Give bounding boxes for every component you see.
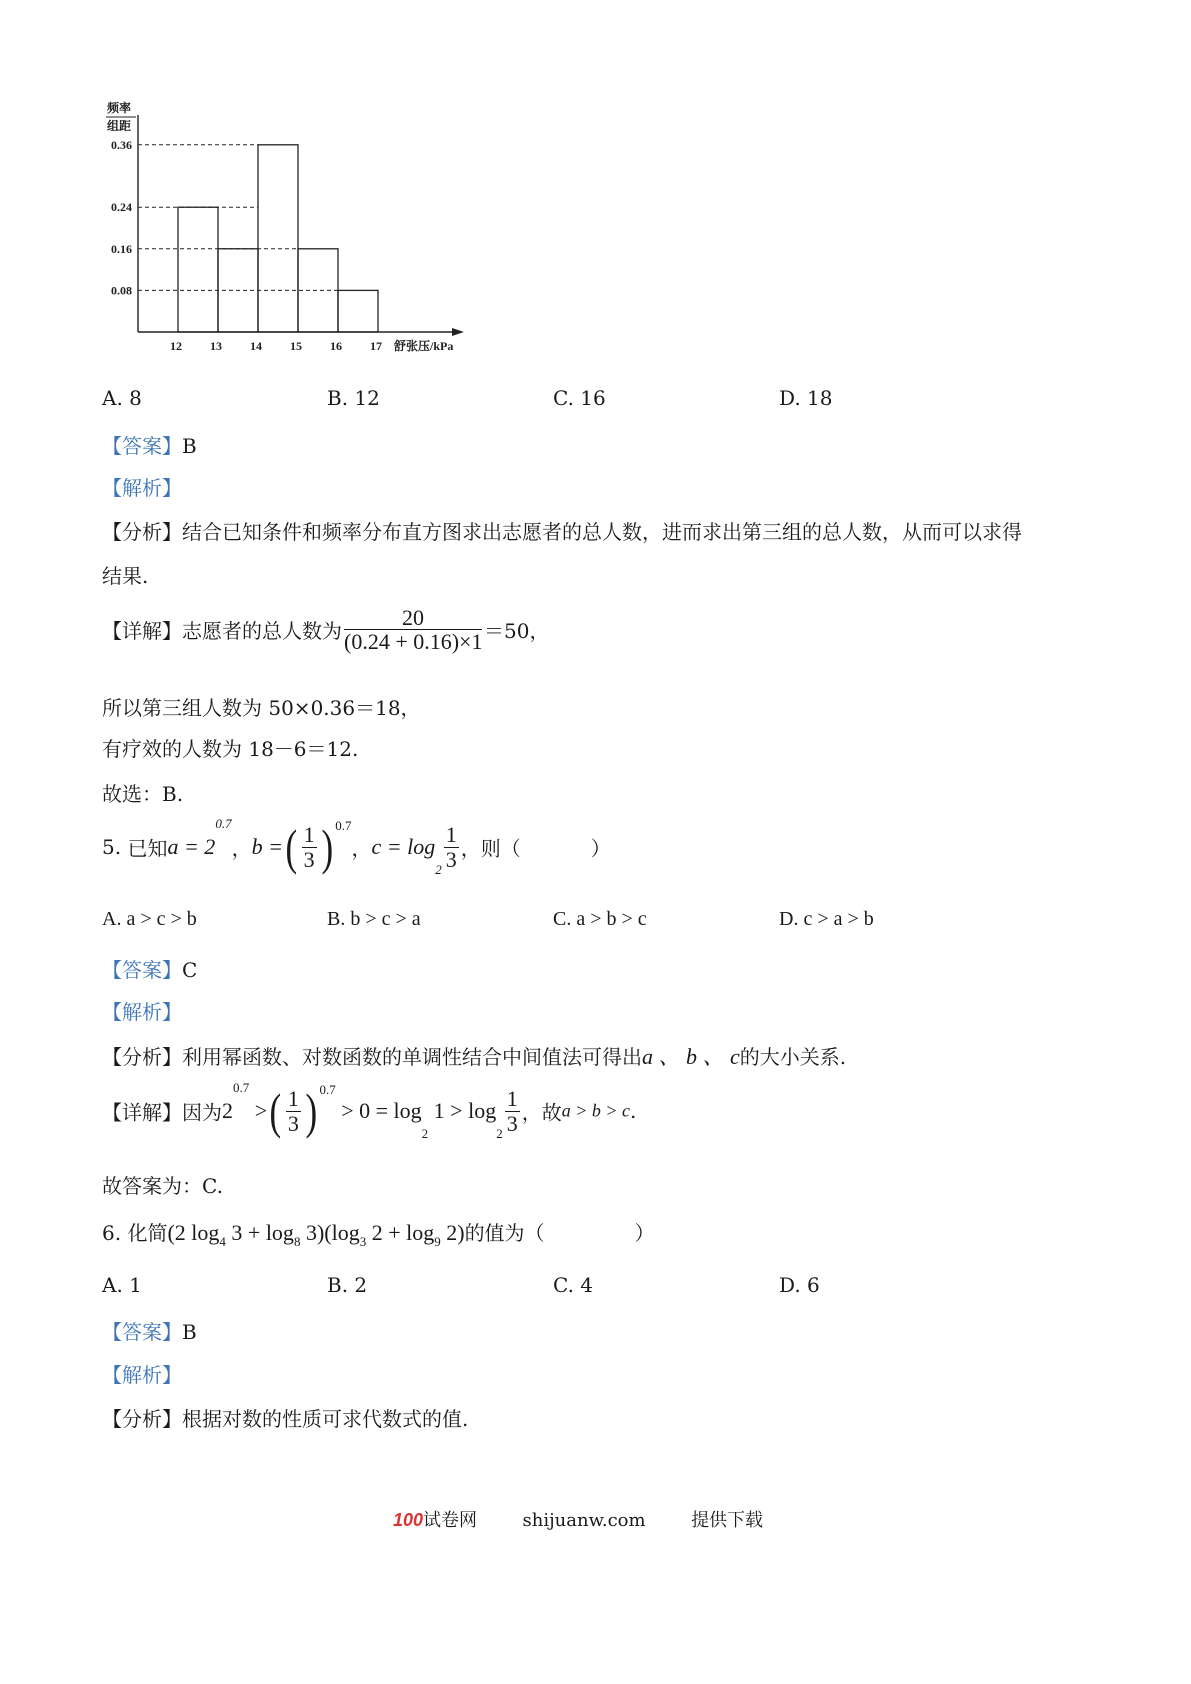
q5-detail: 【详解】因为$2^{0.7}$ >( $\frac{1}{3}$ ) $^{0.7}$ > 0 = log2 1 > log2 $\frac{1}{3}$ ，故a > b > c. (102, 1079, 637, 1141)
x-axis-label: 舒张压/kPa (394, 339, 454, 353)
q4-line4: 故选：B. (102, 782, 184, 806)
answer-label: 【答案】 (102, 434, 182, 458)
histogram-bar (258, 145, 298, 332)
q5-option-b: B. b > c > a (327, 908, 421, 930)
y-tick-label: 0.36 (111, 137, 132, 152)
x-tick-label: 17 (370, 339, 382, 353)
q6-expression: (2 log4 3 + log8 3)(log3 2 + log9 2) (167, 1220, 465, 1249)
histogram-bar (178, 207, 218, 332)
q4-option-c: C. 16 (553, 386, 606, 410)
q4-option-a: A. 8 (102, 386, 142, 410)
q4-answer (102, 430, 197, 459)
c-definition: c = log2 (371, 834, 442, 877)
known-word: 已知 (127, 836, 168, 861)
fenxi-label: 【分析】 (102, 1407, 182, 1431)
x-tick-label: 16 (330, 339, 342, 353)
q5-stem: 5. 已知$a = 2^{0.7}$，b =( $\frac{1}{3}$ ) $^{0.7}$，c = log2 $\frac{1}{3}$ ，则（ ） (102, 815, 611, 877)
q6-stem: 6. 化简(2 log4 3 + log8 3)(log3 2 + log9 2)的值为（ ） (102, 1220, 655, 1249)
q4-option-d: D. 18 (779, 386, 833, 410)
q6-fenxi (102, 1403, 468, 1432)
q6-option-b: B. 2 (327, 1273, 368, 1297)
y-label-bottom: 组距 (107, 119, 132, 133)
b-definition: b = (251, 834, 283, 859)
site-url[interactable]: shijuanw.com (522, 1510, 646, 1531)
detail-suffix: ＝50， (484, 619, 550, 644)
q6-analysis-label: 【解析】 (102, 1363, 182, 1387)
q4-fenxi-line2: 结果. (102, 564, 149, 588)
x-tick-label: 12 (170, 339, 182, 353)
answer-label: 【答案】 (102, 1320, 182, 1344)
fenxi-vars: a 、 b 、 c (642, 1044, 740, 1069)
fraction-numerator: 20 (344, 606, 482, 630)
fenxi-end: 的大小关系. (739, 1045, 847, 1069)
frequency-histogram (90, 95, 510, 385)
q5-fenxi (102, 1040, 846, 1071)
fenxi-label: 【分析】 (102, 1045, 182, 1069)
q5-analysis-label: 【解析】 (102, 1000, 182, 1024)
detail-fraction-2: $\frac{1}{3}$ (506, 1086, 518, 1136)
detail-label: 【详解】 (102, 619, 182, 644)
x-axis-arrow (452, 328, 464, 336)
y-label-top: 频率 (107, 101, 132, 115)
q6-option-d: D. 6 (779, 1273, 820, 1297)
b-fraction: $\frac{1}{3}$ (303, 822, 315, 872)
a-definition: $a = 2^{0.7}$ (167, 815, 232, 859)
download-text: 提供下载 (691, 1510, 764, 1531)
fenxi-text: 结合已知条件和频率分布直方图求出志愿者的总人数，进而求出第三组的总人数，从而可以求得 (182, 520, 1022, 544)
q4-line2: 所以第三组人数为 50×0.36＝18， (102, 696, 421, 720)
x-tick-label: 13 (210, 339, 222, 353)
y-tick-label: 0.16 (111, 241, 132, 256)
fenxi-text: 利用幂函数、对数函数的单调性结合中间值法可得出 (182, 1045, 642, 1069)
y-tick-label: 0.24 (111, 200, 132, 215)
q5-answer (102, 954, 197, 983)
q4-option-b: B. 12 (327, 386, 380, 410)
fenxi-text: 根据对数的性质可求代数式的值. (182, 1407, 469, 1431)
q4-fenxi (102, 516, 1022, 545)
q5-conclusion: 故答案为：C. (102, 1174, 223, 1198)
histogram-bar (338, 290, 378, 332)
then-text: ，则（ (460, 836, 521, 861)
question-number: 5. (102, 835, 122, 859)
histogram-bar (298, 249, 338, 332)
answer-value: B (182, 1320, 197, 1344)
fenxi-label: 【分析】 (102, 520, 182, 544)
c-fraction: $\frac{1}{3}$ (445, 822, 457, 872)
q6-answer (102, 1316, 197, 1345)
detail-prefix: 志愿者的总人数为 (182, 619, 342, 644)
q4-detail (102, 606, 549, 653)
question-number: 6. (102, 1221, 122, 1245)
site-logo-number: 100 (393, 1510, 424, 1530)
detail-fraction: $\frac{1}{3}$ (287, 1086, 299, 1136)
q5-option-c: C. a > b > c (553, 908, 647, 930)
q6-option-c: C. 4 (553, 1273, 594, 1297)
x-tick-label: 14 (250, 339, 262, 353)
page-footer (393, 1506, 763, 1532)
x-tick-label: 15 (290, 339, 302, 353)
answer-label: 【答案】 (102, 958, 182, 982)
answer-value: B (182, 434, 197, 458)
q6-option-a: A. 1 (102, 1273, 142, 1297)
answer-value: C (182, 958, 198, 982)
total-fraction (344, 606, 482, 653)
q5-option-a: A. a > c > b (102, 908, 197, 930)
fraction-denominator: (0.24 + 0.16)×1 (344, 629, 483, 655)
site-logo-text: 试卷网 (423, 1510, 478, 1531)
q5-option-d: D. c > a > b (779, 908, 874, 930)
q4-analysis-label: 【解析】 (102, 476, 182, 500)
y-tick-label: 0.08 (111, 283, 132, 298)
q4-line3: 有疗效的人数为 18－6＝12. (102, 737, 359, 761)
